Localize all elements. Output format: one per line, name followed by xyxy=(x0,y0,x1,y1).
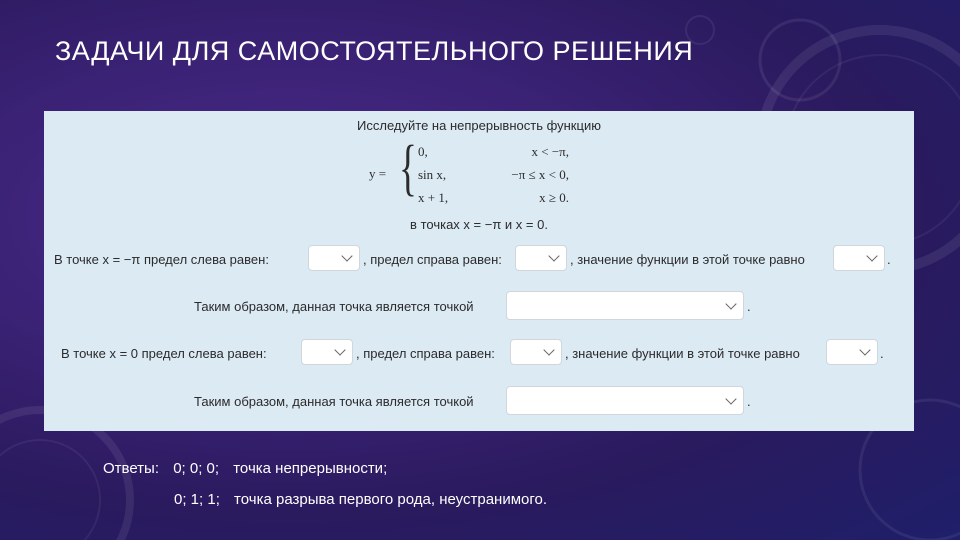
conclusion2-label: Таким образом, данная точка является точкой xyxy=(194,394,474,409)
row2-right-limit-select[interactable] xyxy=(510,339,562,365)
answers-text-1: точка непрерывности; xyxy=(233,460,388,477)
piece-condition-2: −π ≤ x < 0, xyxy=(511,167,569,182)
chevron-down-icon xyxy=(866,250,877,261)
slide-title: ЗАДАЧИ ДЛЯ САМОСТОЯТЕЛЬНОГО РЕШЕНИЯ xyxy=(55,36,694,66)
conclusion1-label: Таким образом, данная точка является точкой xyxy=(194,299,474,314)
answers-line-2 xyxy=(174,491,547,508)
row1-value-select[interactable] xyxy=(833,245,885,271)
function-lhs: y = xyxy=(369,166,387,181)
chevron-down-icon xyxy=(725,298,736,309)
row1-left-limit-select[interactable] xyxy=(308,245,360,271)
piece-condition-1: x < −π, xyxy=(531,144,569,159)
chevron-down-icon xyxy=(859,344,870,355)
piece-value-3: x + 1, xyxy=(418,190,449,205)
row2-right-limit-label: , предел справа равен: xyxy=(356,346,495,361)
row2-value-label: , значение функции в этой точке равно xyxy=(565,346,800,361)
conclusion2-end: . xyxy=(747,394,751,409)
chevron-down-icon xyxy=(543,344,554,355)
chevron-down-icon xyxy=(341,250,352,261)
row1-value-label: , значение функции в этой точке равно xyxy=(570,252,805,267)
chevron-down-icon xyxy=(334,344,345,355)
row2-left-limit-label: В точке x = 0 предел слева равен: xyxy=(61,346,267,361)
row2-left-limit-select[interactable] xyxy=(301,339,353,365)
chevron-down-icon xyxy=(725,393,736,404)
task-intro: Исследуйте на непрерывность функцию xyxy=(357,118,601,133)
chevron-down-icon xyxy=(548,250,559,261)
answers-values-1: 0; 0; 0; xyxy=(173,460,220,477)
conclusion1-end: . xyxy=(747,299,751,314)
conclusion2-select[interactable] xyxy=(506,386,744,415)
row1-end: . xyxy=(887,252,891,267)
points-text: в точках x = −π и x = 0. xyxy=(410,217,548,232)
piece-value-1: 0, xyxy=(418,144,428,159)
conclusion1-select[interactable] xyxy=(506,291,744,320)
row2-value-select[interactable] xyxy=(826,339,878,365)
answers-label: Ответы: xyxy=(103,460,160,477)
row1-right-limit-label: , предел справа равен: xyxy=(363,252,502,267)
row2-end: . xyxy=(880,346,884,361)
piecewise-brace: { xyxy=(399,134,417,202)
row1-left-limit-label: В точке x = −π предел слева равен: xyxy=(54,252,269,267)
piece-condition-3: x ≥ 0. xyxy=(539,190,569,205)
piece-value-2: sin x, xyxy=(418,167,447,182)
row1-right-limit-select[interactable] xyxy=(515,245,567,271)
answers-text-2: точка разрыва первого рода, неустранимого. xyxy=(234,491,548,508)
answers-values-2: 0; 1; 1; xyxy=(174,491,220,508)
task-panel xyxy=(44,111,914,431)
answers-line-1 xyxy=(103,460,387,477)
